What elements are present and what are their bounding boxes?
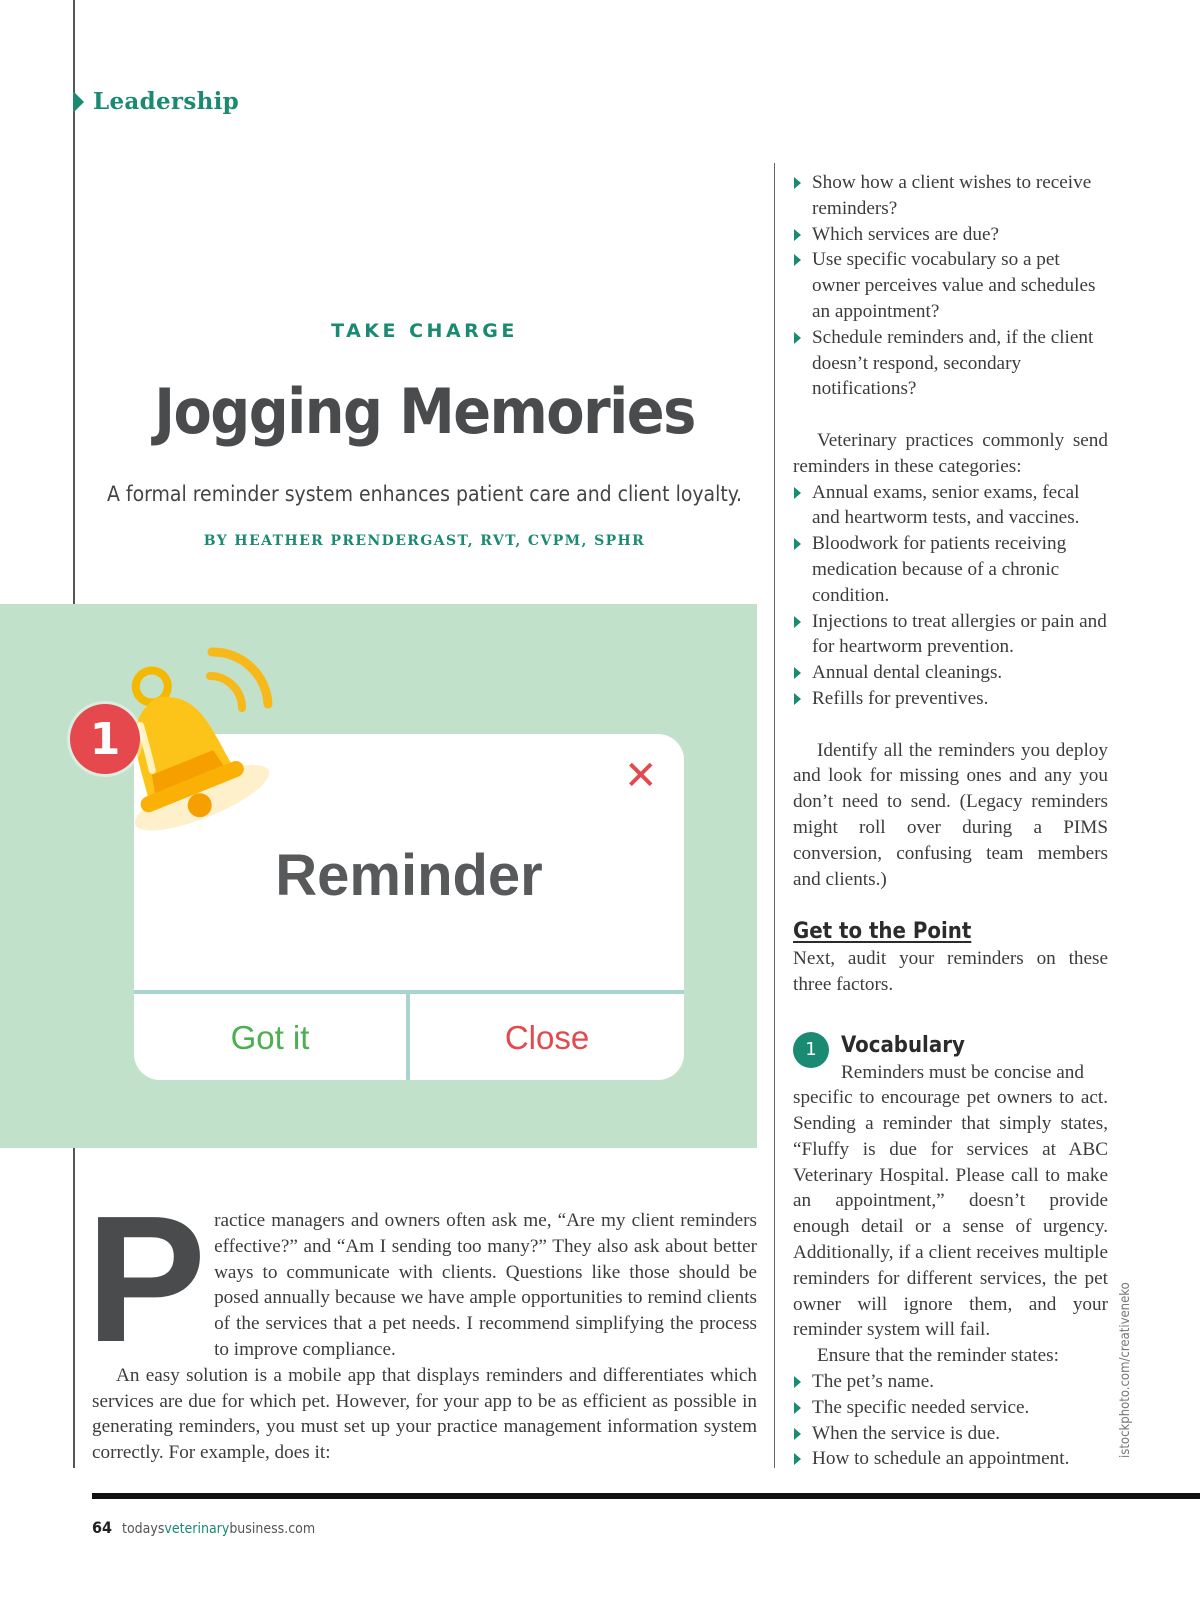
- category-list: [793, 480, 1108, 712]
- list-item: How to schedule an appointment.: [793, 1446, 1108, 1472]
- close-icon: ✕: [624, 753, 658, 799]
- list-item: Bloodwork for patients receiving medication because of a chronic condition.: [793, 531, 1108, 608]
- section-label: [73, 88, 239, 115]
- list-item: The specific needed service.: [793, 1395, 1108, 1421]
- number-badge: 1: [793, 1032, 829, 1068]
- list-item: Annual exams, senior exams, fecal and heartworm tests, and vaccines.: [793, 480, 1108, 532]
- audit-paragraph: Next, audit your reminders on these three factors.: [793, 948, 1108, 995]
- footer-rule: [92, 1493, 1200, 1499]
- kicker: TAKE CHARGE: [331, 320, 518, 342]
- vocab-paragraph: specific to encourage pet owners to act. Sending a reminder that simply states, “Fluffy is due for services at ABC Veterinary Hospital. Please call to make an appointment,” doesn’t provide enough detail or a sense of urgency. Additionally, if a client receives multiple reminders for different services, the pet owner will ignore them, and your reminder system will fail.: [793, 1087, 1108, 1341]
- folio: [92, 1518, 315, 1537]
- reminder-illustration: [0, 604, 757, 1148]
- site-url-accent: veterinary: [164, 1521, 230, 1537]
- dek: A formal reminder system enhances patient care and client loyalty.: [107, 482, 742, 506]
- identify-paragraph: Identify all the reminders you deploy and look for missing ones and any you don’t need to send. (Legacy reminders might roll over during a PIMS conversion, confusing team members and clients.): [793, 739, 1108, 890]
- triangle-marker-icon: [73, 91, 84, 113]
- list-item: Annual dental cleanings.: [793, 660, 1108, 686]
- got-it-button: Got it: [230, 1019, 310, 1056]
- drop-cap: P: [86, 1179, 207, 1380]
- question-list: [793, 170, 1108, 402]
- photo-credit: istockphoto.com/creativeneko: [1118, 1282, 1133, 1458]
- close-button: Close: [504, 1019, 590, 1056]
- site-url-pre: todays: [122, 1521, 165, 1537]
- byline: BY HEATHER PRENDERGAST, RVT, CVPM, SPHR: [203, 533, 646, 549]
- vocab-first-line: Reminders must be concise and: [841, 1061, 1084, 1083]
- app-paragraph: An easy solution is a mobile app that displays reminders and differentiates which services are due for which pet. However, for your app to be as efficient as possible in generating reminders, you must set up your practice management information system correctly. For example, does it:: [92, 1364, 757, 1464]
- subhead: Get to the Point: [793, 919, 972, 945]
- column-rule: [774, 163, 775, 1468]
- site-url-post: business.com: [229, 1521, 316, 1537]
- list-item: Which services are due?: [793, 222, 1108, 248]
- body-left-column: [86, 1179, 757, 1466]
- section-label-text: Leadership: [93, 88, 240, 115]
- list-item: Use specific vocabulary so a pet owner perceives value and schedules an appointment?: [793, 247, 1108, 324]
- body-right-column: [793, 170, 1108, 1472]
- ensure-paragraph: Ensure that the reminder states:: [817, 1345, 1059, 1367]
- headline: Jogging Memories: [154, 375, 695, 448]
- list-item: Refills for preventives.: [793, 686, 1108, 712]
- dialog-title: Reminder: [275, 843, 543, 908]
- left-rule-bottom: [73, 1148, 75, 1468]
- list-item: Injections to treat allergies or pain and for heartworm prevention.: [793, 609, 1108, 661]
- categories-intro: Veterinary practices commonly send reminders in these categories:: [793, 429, 1108, 477]
- list-item: When the service is due.: [793, 1421, 1108, 1447]
- states-list: [793, 1369, 1108, 1472]
- list-item: Schedule reminders and, if the client doesn’t respond, secondary notifications?: [793, 325, 1108, 402]
- notification-badge: 1: [70, 704, 140, 774]
- page-number: 64: [92, 1518, 113, 1537]
- intro-paragraph: ractice managers and owners often ask me, “Are my client reminders effective?” and “Am I sending too many?” They also ask about better ways to communicate with clients. Questions like those should be posed annually because we have ample opportunities to remind clients of the services that a pet needs. I recommend simplifying the process to improve compliance.: [214, 1210, 757, 1360]
- list-item: Show how a client wishes to receive reminders?: [793, 170, 1108, 222]
- list-item: The pet’s name.: [793, 1369, 1108, 1395]
- vocab-title: Vocabulary: [841, 1032, 965, 1058]
- site-url: [122, 1521, 315, 1537]
